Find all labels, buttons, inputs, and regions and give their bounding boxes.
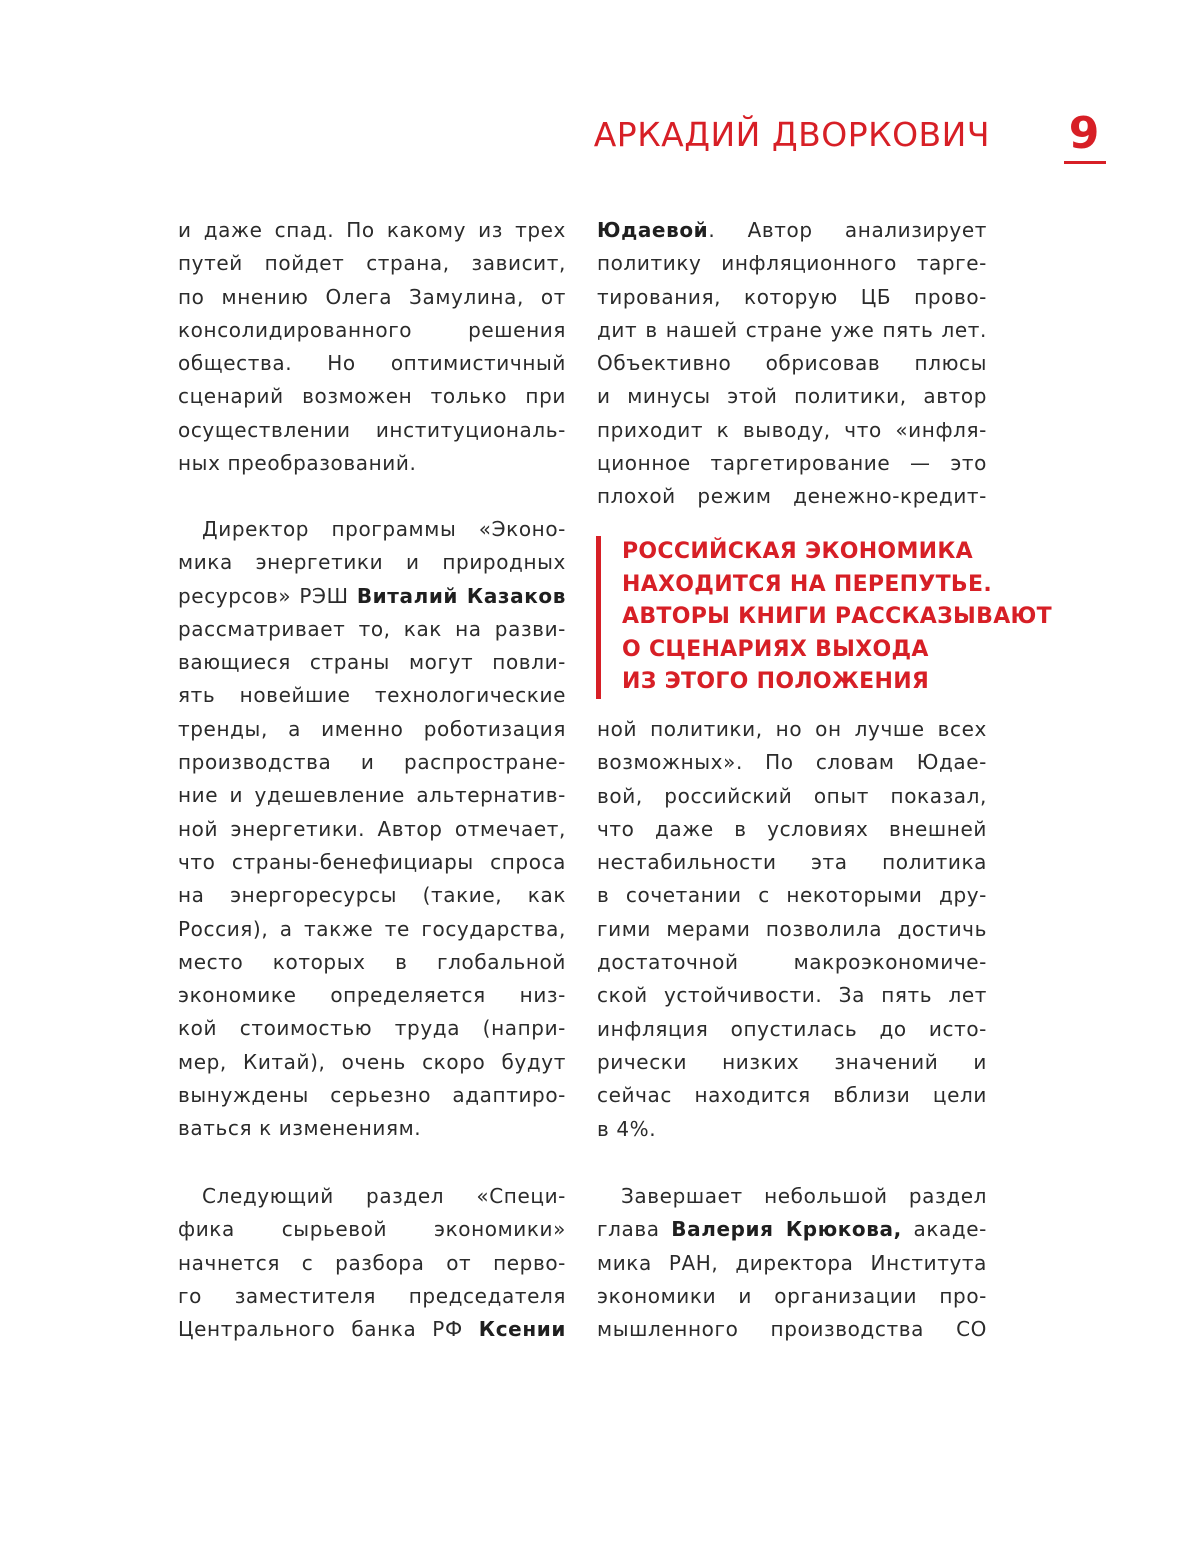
text-line	[597, 214, 987, 247]
text-line: что страны-бенефициары спроса	[178, 849, 566, 874]
right-paragraph-3	[597, 1180, 987, 1346]
text-line: место которых в глобальной	[178, 949, 566, 974]
text-line: достаточной макроэкономиче-	[597, 950, 987, 975]
text-run: глава	[597, 1217, 672, 1242]
text-line: консолидированного решения	[178, 317, 566, 342]
text-line: Следующий раздел «Специ-	[202, 1184, 566, 1208]
text-line: мика РАН, директора Института	[597, 1250, 987, 1275]
author-name-yudaeva-part1: Ксении	[478, 1317, 566, 1342]
text-line: что даже в условиях внешней	[597, 816, 987, 841]
text-line: вынуждены серьезно адаптиро-	[178, 1083, 566, 1108]
text-line: дит в нашей стране уже пять лет.	[597, 317, 987, 342]
text-line: го заместителя председателя	[178, 1283, 566, 1308]
text-line: гими мерами позволила достичь	[597, 916, 987, 941]
pull-quote	[596, 536, 1102, 699]
text-line: возможных». По словам Юдае-	[597, 750, 987, 775]
text-line: тренды, а именно роботизация	[178, 716, 566, 741]
text-line: рически низких значений и	[597, 1049, 987, 1074]
text-line: ние и удешевление альтернатив-	[178, 783, 566, 808]
text-line: приходит к выводу, что «инфля-	[597, 417, 987, 442]
text-line: начнется с разбора от перво-	[178, 1250, 566, 1275]
text-line: ционное таргетирование — это	[597, 451, 987, 476]
text-line: Директор программы «Эконо-	[202, 517, 566, 541]
text-line: ных преобразований.	[178, 451, 417, 476]
text-line: путей пойдет страна, зависит,	[178, 251, 566, 276]
text-line: ной политики, но он лучше всех	[597, 717, 987, 741]
pull-quote-line: АВТОРЫ КНИГИ РАССКАЗЫВАЮТ	[622, 604, 1052, 629]
text-line: инфляция опустилась до исто-	[597, 1016, 987, 1041]
text-line: кой стоимостью труда (напри-	[178, 1016, 566, 1041]
text-line: мер, Китай), очень скоро будут	[178, 1049, 566, 1074]
text-line: ской устойчивости. За пять лет	[597, 983, 987, 1008]
author-name-kryukov: Валерия Крюкова,	[671, 1217, 902, 1242]
text-line: сейчас находится вблизи цели	[597, 1083, 987, 1108]
left-paragraph-3	[178, 1180, 566, 1346]
text-line: ять новейшие технологические	[178, 683, 566, 708]
text-line: нестабильности эта политика	[597, 850, 987, 875]
text-line: мика энергетики и природных	[178, 550, 566, 575]
page-number: 9	[1068, 108, 1100, 159]
text-run: Центрального банка РФ	[178, 1317, 479, 1342]
text-run: . Автор анализирует	[708, 218, 987, 242]
text-run: ресурсов» РЭШ	[178, 583, 357, 608]
text-line: экономики и организации про-	[597, 1283, 987, 1308]
text-line: вающиеся страны могут повли-	[178, 650, 566, 675]
text-line: Объективно обрисовав плюсы	[597, 351, 987, 376]
right-paragraph-2	[597, 713, 987, 1146]
text-line	[178, 580, 566, 613]
text-line: в сочетании с некоторыми дру-	[597, 883, 987, 908]
text-line: по мнению Олега Замулина, от	[178, 284, 566, 309]
text-line: Россия), а также те государства,	[178, 916, 566, 941]
text-line: ваться к изменениям.	[178, 1116, 422, 1141]
page-number-underline	[1064, 161, 1106, 164]
right-paragraph-1	[597, 214, 987, 514]
text-line: производства и распростране-	[178, 750, 566, 775]
left-paragraph-2	[178, 513, 566, 1146]
text-line: в 4%.	[597, 1116, 657, 1141]
text-line: Завершает небольшой раздел	[621, 1184, 987, 1208]
text-run: акаде-	[901, 1217, 987, 1242]
text-line: мышленного производства СО	[597, 1317, 987, 1342]
text-line: общества. Но оптимистичный	[178, 351, 566, 376]
text-line: сценарий возможен только при	[178, 384, 566, 409]
left-paragraph-1	[178, 214, 566, 480]
text-line: фика сырьевой экономики»	[178, 1217, 566, 1242]
author-name-kazakov: Виталий Казаков	[356, 583, 566, 608]
text-line: и минусы этой политики, автор	[597, 384, 987, 409]
running-header-author: АРКАДИЙ ДВОРКОВИЧ	[593, 115, 990, 154]
text-line: вой, российский опыт показал,	[597, 783, 987, 808]
text-line: экономике определяется низ-	[178, 983, 566, 1008]
text-line	[597, 1213, 987, 1246]
text-line: на энергоресурсы (такие, как	[178, 883, 566, 908]
text-line: политику инфляционного тарге-	[597, 251, 987, 276]
pull-quote-line: НАХОДИТСЯ НА ПЕРЕПУТЬЕ.	[622, 571, 992, 597]
author-name-yudaeva-part2: Юдаевой	[597, 218, 709, 242]
pull-quote-line: ИЗ ЭТОГО ПОЛОЖЕНИЯ	[622, 669, 930, 694]
text-line: осуществлении институциональ-	[178, 417, 566, 442]
text-line: рассматривает то, как на разви-	[178, 616, 566, 641]
text-line: ной энергетики. Автор отмечает,	[178, 816, 566, 841]
pull-quote-line: О СЦЕНАРИЯХ ВЫХОДА	[622, 636, 929, 662]
text-line: тирования, которую ЦБ прово-	[597, 284, 987, 309]
text-line	[178, 1313, 566, 1346]
pull-quote-line: РОССИЙСКАЯ ЭКОНОМИКА	[622, 539, 973, 564]
text-line: и даже спад. По какому из трех	[178, 218, 566, 242]
text-line: плохой режим денежно-кредит-	[597, 484, 987, 509]
